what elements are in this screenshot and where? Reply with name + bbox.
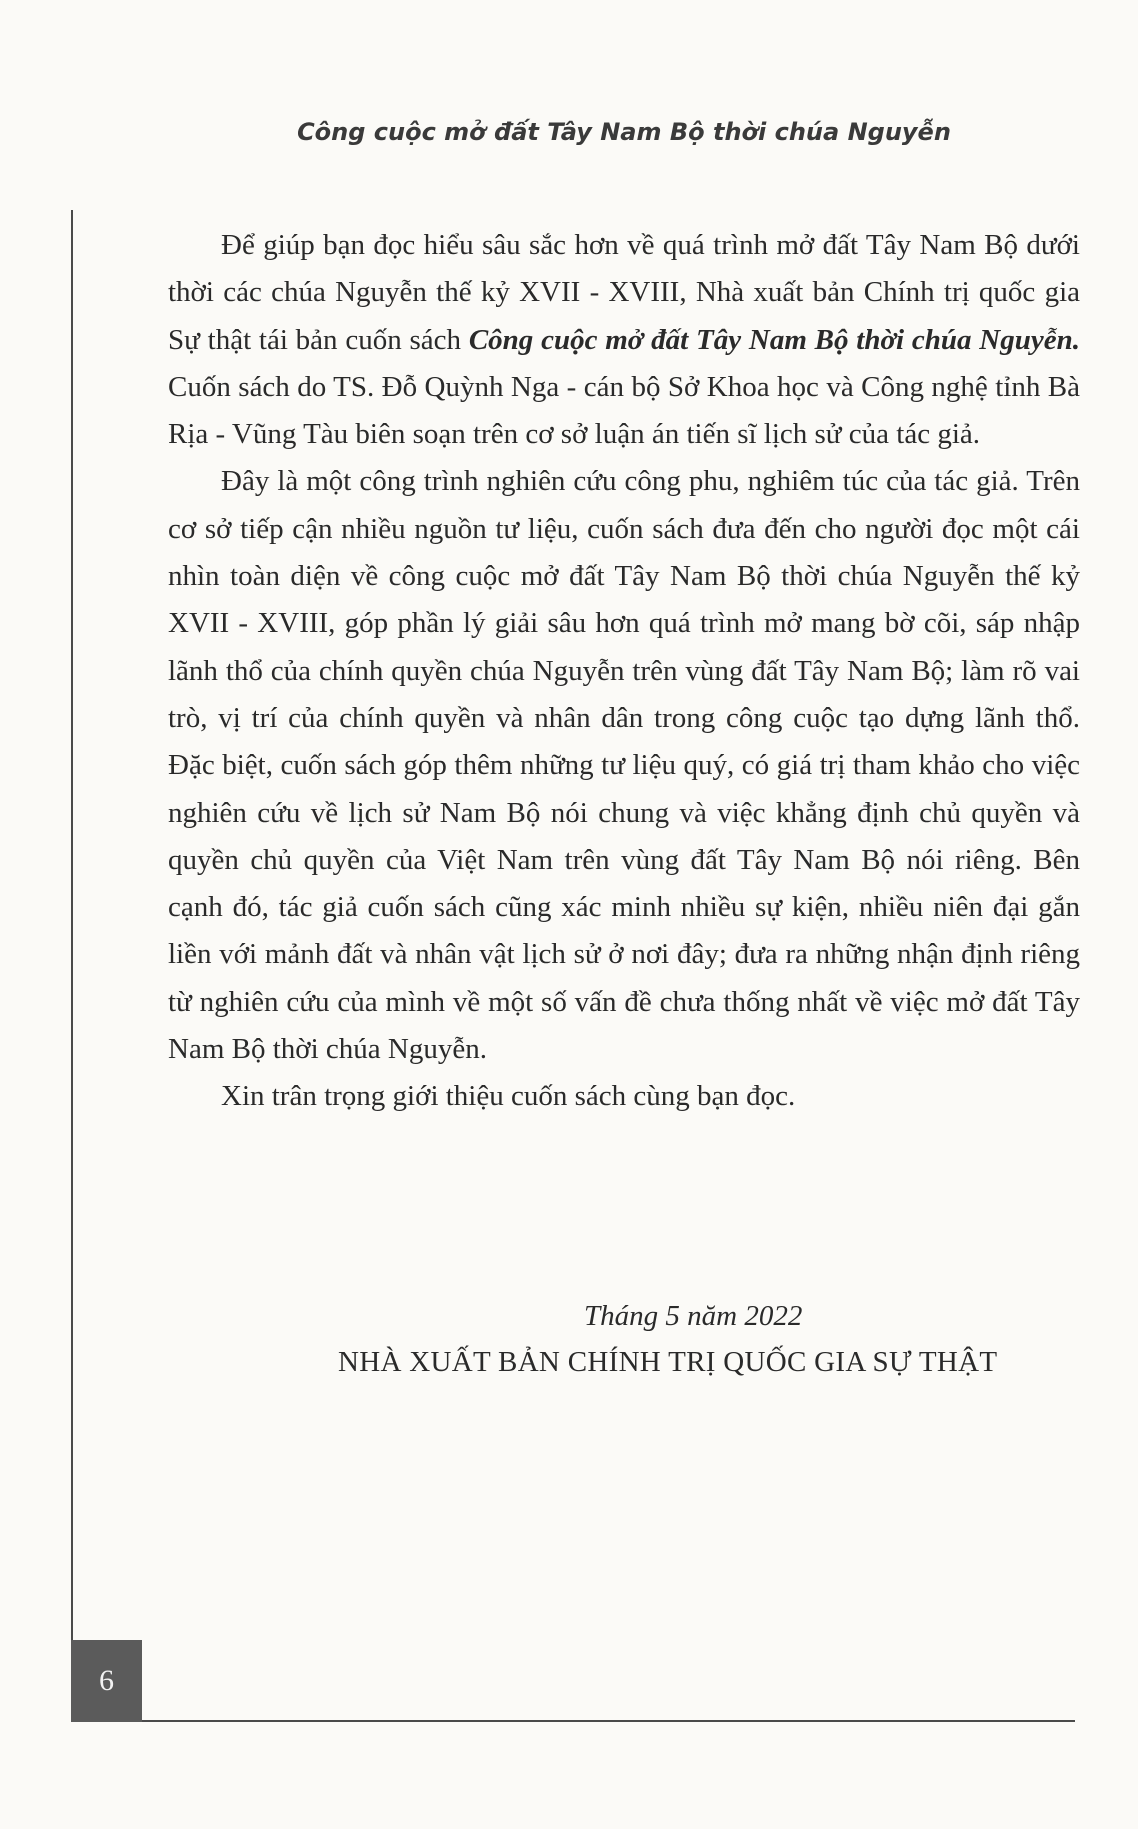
paragraph-2: Đây là một công trình nghiên cứu công phu, nghiêm túc của tác giả. Trên cơ sở tiếp cận nhiều nguồn tư liệu, cuốn sách đưa đến cho người đọc một cái nhìn toàn diện về công cuộc mở đất Tây Nam Bộ thời chúa Nguyễn thế kỷ XVII - XVIII, góp phần lý giải sâu hơn quá trình mở mang bờ cõi, sáp nhập lãnh thổ của chính quyền chúa Nguyễn trên vùng đất Tây Nam Bộ; làm rõ vai trò, vị trí của chính quyền và nhân dân trong công cuộc tạo dựng lãnh thổ. Đặc biệt, cuốn sách góp thêm những tư liệu quý, có giá trị tham khảo cho việc nghiên cứu về lịch sử Nam Bộ nói chung và việc khẳng định chủ quyền và quyền chủ quyền của Việt Nam trên vùng đất Tây Nam Bộ nói riêng. Bên cạnh đó, tác giả cuốn sách cũng xác minh nhiều sự kiện, nhiều niên đại gắn liền với mảnh đất và nhân vật lịch sử ở nơi đây; đưa ra những nhận định riêng từ nghiên cứu của mình về một số vấn đề chưa thống nhất về việc mở đất Tây Nam Bộ thời chúa Nguyễn. — [168, 465, 1080, 1066]
running-header: Công cuộc mở đất Tây Nam Bộ thời chúa Nguyễn — [297, 118, 951, 146]
page-number: 6 — [71, 1640, 142, 1722]
paragraph-3: Xin trân trọng giới thiệu cuốn sách cùng bạn đọc. — [221, 1080, 796, 1113]
closing-publisher: NHÀ XUẤT BẢN CHÍNH TRỊ QUỐC GIA SỰ THẬT — [338, 1346, 998, 1378]
paragraph-1 — [168, 222, 1080, 458]
paragraph-1-rest: Cuốn sách do TS. Đỗ Quỳnh Nga - cán bộ Sở Khoa học và Công nghệ tỉnh Bà Rịa - Vũng Tàu biên soạn trên cơ sở luận án tiến sĩ lịch sử của tác giả. — [168, 370, 1080, 451]
left-margin-rule — [71, 210, 73, 1722]
book-title: Công cuộc mở đất Tây Nam Bộ thời chúa Nguyễn. — [468, 323, 1080, 356]
footer-rule — [71, 1720, 1075, 1722]
paragraph-1-intro: Để giúp bạn đọc hiểu sâu sắc hơn về quá trình mở đất Tây Nam Bộ dưới thời các chúa Nguyễn thế kỷ XVII - XVIII, Nhà xuất bản Chính trị quốc gia Sự thật tái bản cuốn sách — [168, 229, 1080, 356]
body-text — [168, 222, 1080, 1121]
closing-date: Tháng 5 năm 2022 — [584, 1300, 803, 1332]
